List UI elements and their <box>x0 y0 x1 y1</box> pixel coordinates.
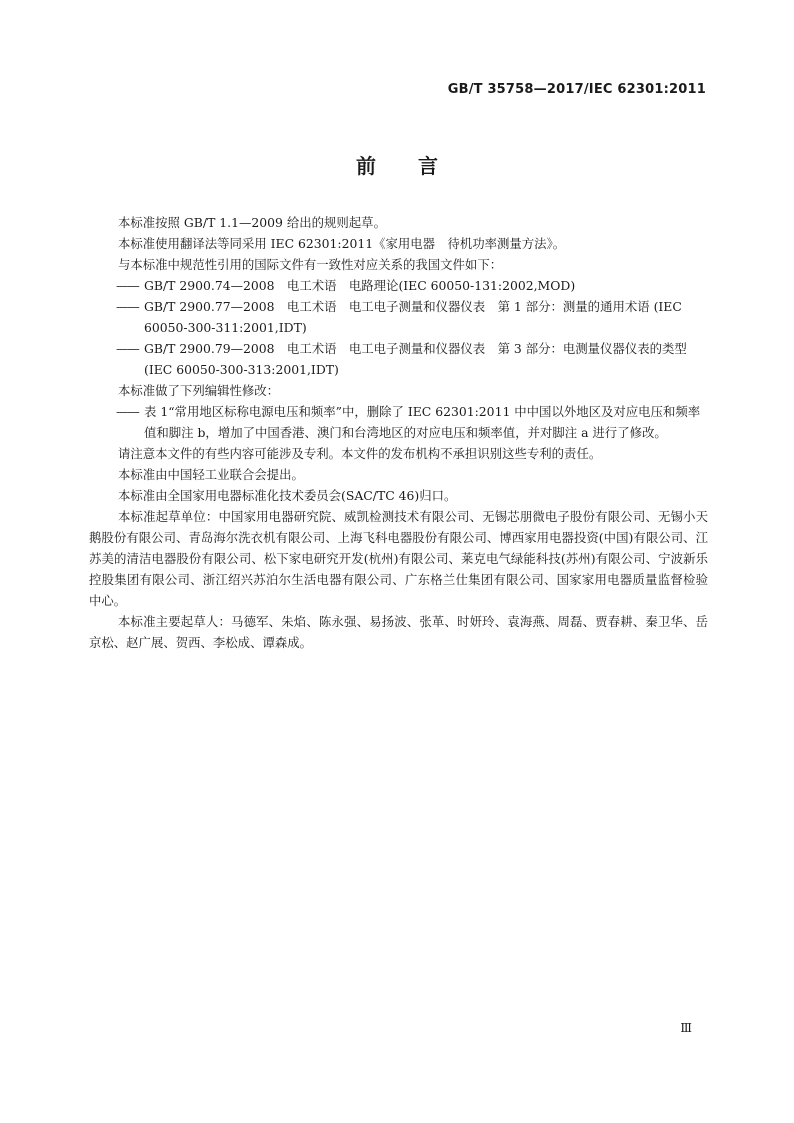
standard-code: GB/T 35758—2017/IEC 62301:2011 <box>447 82 706 97</box>
list-item-text: GB/T 2900.77—2008 电工术语 电工电子测量和仪器仪表 第 1 部分：测量的通用术语 (IEC 60050-300-311:2001,IDT) <box>144 299 682 335</box>
dash-marker: —— <box>116 299 139 314</box>
dash-marker: —— <box>116 404 139 419</box>
paragraph-drafting-units: 本标准起草单位：中国家用电器研究院、威凯检测技术有限公司、无锡芯朋微电子股份有限公司、无锡小天鹅股份有限公司、青岛海尔洗衣机有限公司、上海飞科电器股份有限公司、博西家用电器投资(中国)有限公司、江苏美的清洁电器股份有限公司、松下家电研究开发(杭州)有限公司、莱克电气绿能科技(苏州)有限公司、宁波新乐控股集团有限公司、浙江绍兴苏泊尔生活电器有限公司、广东格兰仕集团有限公司、国家家用电器质量监督检验中心。 <box>89 509 708 608</box>
dash-marker: —— <box>116 278 139 293</box>
list-item <box>116 275 708 296</box>
paragraph-patent-notice: 请注意本文件的有些内容可能涉及专利。本文件的发布机构不承担识别这些专利的责任。 <box>118 446 602 461</box>
list-item <box>116 338 708 380</box>
list-item-text: GB/T 2900.74—2008 电工术语 电路理论(IEC 60050-131:2002,MOD) <box>144 278 576 293</box>
page-number: Ⅲ <box>680 1021 692 1035</box>
paragraph-administrator: 本标准由全国家用电器标准化技术委员会(SAC/TC 46)归口。 <box>118 488 457 503</box>
list-item <box>116 296 708 338</box>
paragraph-drafting-rules: 本标准按照 GB/T 1.1—2009 给出的规则起草。 <box>118 215 386 230</box>
paragraph-proposer: 本标准由中国轻工业联合会提出。 <box>118 467 304 482</box>
document-body <box>89 212 708 653</box>
paragraph-references-intro: 与本标准中规范性引用的国际文件有一致性对应关系的我国文件如下： <box>118 257 503 272</box>
edit-list <box>116 401 708 443</box>
list-item <box>116 401 708 443</box>
page-title: 前言 <box>356 154 480 178</box>
list-item-text: GB/T 2900.79—2008 电工术语 电工电子测量和仪器仪表 第 3 部分：电测量仪器仪表的类型(IEC 60050-300-313:2001,IDT) <box>144 341 687 377</box>
paragraph-edits-intro: 本标准做了下列编辑性修改： <box>118 383 280 398</box>
dash-marker: —— <box>116 341 139 356</box>
reference-list <box>116 275 708 380</box>
list-item-text: 表 1“常用地区标称电源电压和频率”中，删除了 IEC 62301:2011 中中国以外地区及对应电压和频率值和脚注 b，增加了中国香港、澳门和台湾地区的对应电压和频率值，并对脚注 a 进行了修改。 <box>144 404 701 440</box>
paragraph-drafters: 本标准主要起草人：马德军、朱焰、陈永强、易扬波、张革、时妍玲、袁海燕、周磊、贾春耕、秦卫华、岳京松、赵广展、贺西、李松成、谭森成。 <box>89 614 708 650</box>
paragraph-adoption: 本标准使用翻译法等同采用 IEC 62301:2011《家用电器 待机功率测量方法》。 <box>118 236 566 251</box>
